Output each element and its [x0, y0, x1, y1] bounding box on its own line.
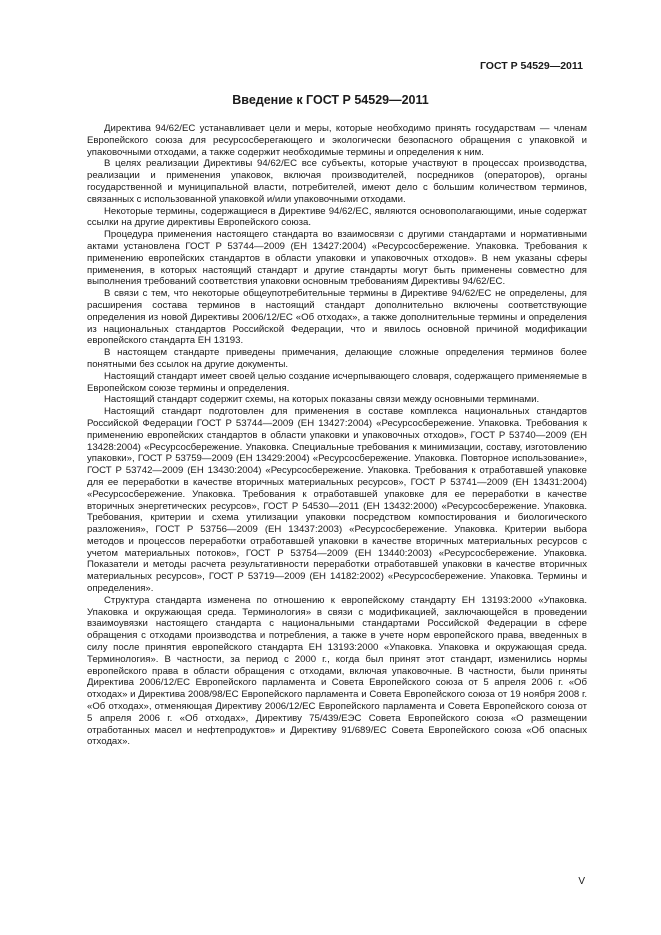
paragraph: В настоящем стандарте приведены примечания, делающие сложные определения терминов более понятными без ссылок на другие документы. — [87, 347, 587, 370]
paragraph: Структура стандарта изменена по отношению к европейскому стандарту ЕН 13193:2000 «Упаковка. Упаковка и окружающая среда. Терминология» в связи с модификацией, заключающейся в проведении взаимоувязки настоящего стандарта с национальными стандартами Российской Федерации в сфере обращения с отходами производства и потребления, а также в учете норм европейского права, введенных в силу после принятия европейского стандарта ЕН 13193:2000 «Упаковка. Упаковка и окружающая среда. Терминология». В частности, за период с 2000 г., когда был принят этот стандарт, изменились нормы европейского права в области обращения с отходами, включая упаковочные. В частности, были приняты Директива 2006/12/ЕС Европейского парламента и Совета Европейского союза от 5 апреля 2006 г. «Об отходах» и Директива 2008/98/ЕС Европейского парламента и Совета Европейского союза от 19 ноября 2008 г. «Об отходах», отменяющая Директиву 2006/12/ЕС Европейского парламента и Совета Европейского союза от 5 апреля 2006 г. «Об отходах», Директиву 75/439/ЕЭС Совета Европейского союза «О размещении отработанных масел и нефтепродуктов» и Директиву 91/689/ЕС Совета Европейского союза «Об опасных отходах». — [87, 594, 587, 748]
document-code-header: ГОСТ Р 54529—2011 — [479, 60, 583, 72]
page-title: Введение к ГОСТ Р 54529—2011 — [232, 93, 429, 107]
body-text — [87, 123, 587, 748]
paragraph: В целях реализации Директивы 94/62/ЕС все субъекты, которые участвуют в процессах производства, реализации и применения упаковок, включая производителей, посредников (операторов), органы государственной и муниципальной власти, потребителей, имеют дело с большим количеством терминов, связанных с использованной упаковкой и/или упаковочными отходами. — [87, 158, 587, 205]
paragraph: Директива 94/62/ЕС устанавливает цели и меры, которые необходимо принять государствам — членам Европейского союза для ресурсосберегающего и экологически безопасного обращения с упаковкой и упаковочными отходами, а также содержит необходимые термины и определения к ним. — [87, 123, 587, 158]
paragraph: Некоторые термины, содержащиеся в Директиве 94/62/ЕС, являются основополагающими, иные содержат ссылки на другие директивы Европейского союза. — [87, 205, 587, 229]
paragraph: Настоящий стандарт подготовлен для применения в составе комплекса национальных стандартов Российской Федерации ГОСТ Р 53744—2009 (ЕН 13427:2004) «Ресурсосбережение. Упаковка. Требования к применению европейских стандартов в области упаковки и упаковочных отходов», ГОСТ Р 53740—2009 (ЕН 13428:2004) «Ресурсосбережение. Упаковка. Специальные требования к минимизации, составу, изготовлению упаковки», ГОСТ Р 53759—2009 (ЕН 13429:2004) «Ресурсосбережение. Упаковка. Повторное использование», ГОСТ Р 53742—2009 (ЕН 13430:2004) «Ресурсосбережение. Упаковка. Требования к отработавшей упаковке для ее переработки в качестве вторичных материальных ресурсов», ГОСТ Р 53741—2009 (ЕН 13431:2004) «Ресурсосбережение. Упаковка. Требования к отработавшей упаковке для ее переработки в качестве вторичных энергетических ресурсов», ГОСТ Р 54530—2011 (ЕН 13432:2000) «Ресурсосбережение. Упаковка. Требования, критерии и схема утилизации упаковки посредством компостирования и биологического разложения», ГОСТ Р 53756—2009 (ЕН 13437:2003) «Ресурсосбережение. Упаковка. Критерии выбора методов и процессов переработки отработавшей упаковки в качестве вторичных материальных ресурсов с учетом материальных потоков», ГОСТ Р 53754—2009 (ЕН 13440:2003) «Ресурсосбережение. Упаковка. Показатели и методы расчета результативности переработки отработавшей упаковки в качестве вторичных материальных ресурсов», ГОСТ Р 53719—2009 (ЕН 14182:2002) «Ресурсосбережение. Упаковка. Термины и определения». — [87, 406, 587, 595]
paragraph: Процедура применения настоящего стандарта во взаимосвязи с другими стандартами и нормативными актами установлена ГОСТ Р 53744—2009 (ЕН 13427:2004) «Ресурсосбережение. Упаковка. Требования к применению европейских стандартов в области упаковки и упаковочных отходов». В нем указаны сферы применения, в которых настоящий стандарт и другие стандарты могут быть применены совместно для выполнения требований соответствия упаковки основным требованиям Директивы 94/62/ЕС. — [87, 229, 587, 288]
paragraph: Настоящий стандарт имеет своей целью создание исчерпывающего словаря, содержащего применяемые в Европейском союзе термины и определения. — [87, 370, 587, 394]
paragraph: В связи с тем, что некоторые общеупотребительные термины в Директиве 94/62/ЕС не определены, для расширения состава терминов в настоящий стандарт дополнительно включены соответствующие определения из новой Директивы 2006/12/ЕС «Об отходах», а также дополнительные термины и определения из национальных стандартов Российской Федерации, что и явилось основной причиной модификации европейского стандарта ЕН 13193. — [87, 288, 587, 347]
paragraph: Настоящий стандарт содержит схемы, на которых показаны связи между основными терминами. — [104, 394, 540, 406]
page-number: V — [578, 876, 585, 887]
